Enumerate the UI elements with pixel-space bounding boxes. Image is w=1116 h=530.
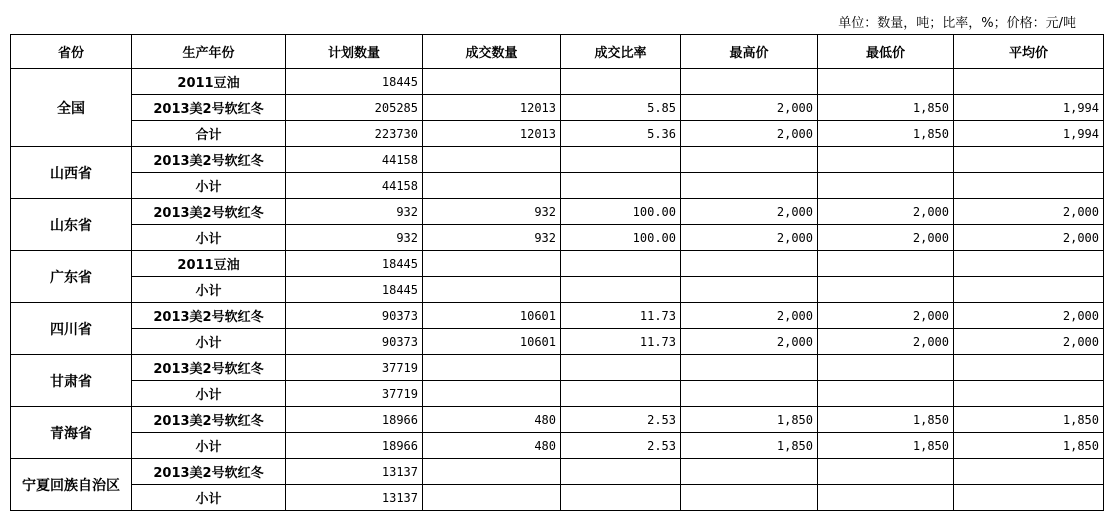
- planned-qty-cell: 13137: [286, 485, 423, 511]
- min-price-cell: [818, 69, 954, 95]
- header-year: 生产年份: [132, 35, 286, 69]
- min-price-cell: [818, 381, 954, 407]
- year-cell: 小计: [132, 381, 286, 407]
- table-row: [11, 433, 1104, 459]
- planned-qty-cell: 18966: [286, 433, 423, 459]
- traded-ratio-cell: [561, 277, 681, 303]
- province-cell: 宁夏回族自治区: [11, 459, 132, 511]
- min-price-cell: 2,000: [818, 303, 954, 329]
- max-price-cell: 1,850: [681, 433, 818, 459]
- traded-ratio-cell: 100.00: [561, 199, 681, 225]
- traded-qty-cell: [423, 355, 561, 381]
- header-province: 省份: [11, 35, 132, 69]
- year-cell: 合计: [132, 121, 286, 147]
- planned-qty-cell: 90373: [286, 329, 423, 355]
- planned-qty-cell: 932: [286, 225, 423, 251]
- planned-qty-cell: 44158: [286, 173, 423, 199]
- min-price-cell: 2,000: [818, 329, 954, 355]
- traded-ratio-cell: [561, 485, 681, 511]
- planned-qty-cell: 44158: [286, 147, 423, 173]
- traded-qty-cell: 12013: [423, 121, 561, 147]
- max-price-cell: 2,000: [681, 225, 818, 251]
- planned-qty-cell: 37719: [286, 381, 423, 407]
- auction-results-table: [10, 34, 1104, 511]
- min-price-cell: [818, 459, 954, 485]
- year-cell: 小计: [132, 485, 286, 511]
- table-row: [11, 381, 1104, 407]
- min-price-cell: [818, 485, 954, 511]
- table-row: [11, 485, 1104, 511]
- min-price-cell: 2,000: [818, 225, 954, 251]
- traded-ratio-cell: [561, 459, 681, 485]
- traded-qty-cell: [423, 251, 561, 277]
- traded-qty-cell: 10601: [423, 329, 561, 355]
- avg-price-cell: [954, 355, 1104, 381]
- traded-qty-cell: 480: [423, 433, 561, 459]
- planned-qty-cell: 90373: [286, 303, 423, 329]
- year-cell: 2013美2号软红冬: [132, 303, 286, 329]
- min-price-cell: [818, 355, 954, 381]
- min-price-cell: [818, 147, 954, 173]
- table-row: [11, 277, 1104, 303]
- avg-price-cell: 1,850: [954, 407, 1104, 433]
- planned-qty-cell: 13137: [286, 459, 423, 485]
- avg-price-cell: [954, 277, 1104, 303]
- year-cell: 2011豆油: [132, 69, 286, 95]
- max-price-cell: [681, 147, 818, 173]
- traded-qty-cell: 10601: [423, 303, 561, 329]
- header-max-price: 最高价: [681, 35, 818, 69]
- traded-ratio-cell: [561, 173, 681, 199]
- traded-qty-cell: [423, 173, 561, 199]
- planned-qty-cell: 18966: [286, 407, 423, 433]
- planned-qty-cell: 205285: [286, 95, 423, 121]
- avg-price-cell: [954, 173, 1104, 199]
- traded-ratio-cell: 2.53: [561, 407, 681, 433]
- table-row: [11, 173, 1104, 199]
- avg-price-cell: [954, 147, 1104, 173]
- avg-price-cell: 1,994: [954, 95, 1104, 121]
- max-price-cell: [681, 69, 818, 95]
- max-price-cell: [681, 173, 818, 199]
- planned-qty-cell: 18445: [286, 277, 423, 303]
- year-cell: 小计: [132, 329, 286, 355]
- avg-price-cell: [954, 69, 1104, 95]
- max-price-cell: 2,000: [681, 121, 818, 147]
- table-row: [11, 251, 1104, 277]
- traded-ratio-cell: [561, 251, 681, 277]
- year-cell: 2013美2号软红冬: [132, 407, 286, 433]
- year-cell: 2013美2号软红冬: [132, 355, 286, 381]
- planned-qty-cell: 932: [286, 199, 423, 225]
- max-price-cell: 2,000: [681, 303, 818, 329]
- traded-qty-cell: [423, 485, 561, 511]
- avg-price-cell: 2,000: [954, 199, 1104, 225]
- province-cell: 全国: [11, 69, 132, 147]
- traded-ratio-cell: 5.36: [561, 121, 681, 147]
- province-cell: 山东省: [11, 199, 132, 251]
- traded-ratio-cell: 11.73: [561, 303, 681, 329]
- traded-ratio-cell: 11.73: [561, 329, 681, 355]
- max-price-cell: [681, 277, 818, 303]
- header-traded-qty: 成交数量: [423, 35, 561, 69]
- table-row: [11, 69, 1104, 95]
- avg-price-cell: [954, 459, 1104, 485]
- year-cell: 小计: [132, 277, 286, 303]
- planned-qty-cell: 223730: [286, 121, 423, 147]
- province-cell: 广东省: [11, 251, 132, 303]
- header-min-price: 最低价: [818, 35, 954, 69]
- min-price-cell: 1,850: [818, 407, 954, 433]
- province-cell: 山西省: [11, 147, 132, 199]
- table-row: [11, 199, 1104, 225]
- max-price-cell: 1,850: [681, 407, 818, 433]
- max-price-cell: [681, 459, 818, 485]
- year-cell: 小计: [132, 173, 286, 199]
- unit-note: 单位：数量，吨；比率，%；价格：元/吨: [838, 16, 1076, 31]
- avg-price-cell: [954, 485, 1104, 511]
- year-cell: 2013美2号软红冬: [132, 199, 286, 225]
- traded-qty-cell: [423, 381, 561, 407]
- min-price-cell: 2,000: [818, 199, 954, 225]
- table-row: [11, 459, 1104, 485]
- table-row: [11, 329, 1104, 355]
- traded-ratio-cell: 5.85: [561, 95, 681, 121]
- province-cell: 四川省: [11, 303, 132, 355]
- planned-qty-cell: 37719: [286, 355, 423, 381]
- province-cell: 甘肃省: [11, 355, 132, 407]
- avg-price-cell: 1,850: [954, 433, 1104, 459]
- traded-qty-cell: [423, 147, 561, 173]
- max-price-cell: 2,000: [681, 329, 818, 355]
- min-price-cell: [818, 251, 954, 277]
- max-price-cell: [681, 381, 818, 407]
- header-planned-qty: 计划数量: [286, 35, 423, 69]
- avg-price-cell: [954, 381, 1104, 407]
- max-price-cell: [681, 251, 818, 277]
- traded-qty-cell: [423, 459, 561, 485]
- avg-price-cell: 2,000: [954, 225, 1104, 251]
- max-price-cell: [681, 485, 818, 511]
- traded-qty-cell: 932: [423, 225, 561, 251]
- table-row: [11, 355, 1104, 381]
- traded-ratio-cell: [561, 69, 681, 95]
- traded-ratio-cell: [561, 355, 681, 381]
- max-price-cell: 2,000: [681, 95, 818, 121]
- avg-price-cell: 2,000: [954, 303, 1104, 329]
- min-price-cell: 1,850: [818, 95, 954, 121]
- avg-price-cell: [954, 251, 1104, 277]
- traded-ratio-cell: 100.00: [561, 225, 681, 251]
- min-price-cell: [818, 277, 954, 303]
- traded-ratio-cell: 2.53: [561, 433, 681, 459]
- table-row: [11, 95, 1104, 121]
- year-cell: 2013美2号软红冬: [132, 147, 286, 173]
- planned-qty-cell: 18445: [286, 251, 423, 277]
- traded-qty-cell: 932: [423, 199, 561, 225]
- min-price-cell: 1,850: [818, 121, 954, 147]
- table-row: [11, 147, 1104, 173]
- table-header-row: [11, 35, 1104, 69]
- table-row: [11, 407, 1104, 433]
- year-cell: 2011豆油: [132, 251, 286, 277]
- min-price-cell: 1,850: [818, 433, 954, 459]
- max-price-cell: [681, 355, 818, 381]
- traded-qty-cell: 12013: [423, 95, 561, 121]
- year-cell: 小计: [132, 433, 286, 459]
- year-cell: 2013美2号软红冬: [132, 459, 286, 485]
- year-cell: 2013美2号软红冬: [132, 95, 286, 121]
- traded-qty-cell: 480: [423, 407, 561, 433]
- year-cell: 小计: [132, 225, 286, 251]
- traded-qty-cell: [423, 277, 561, 303]
- traded-ratio-cell: [561, 147, 681, 173]
- table-row: [11, 121, 1104, 147]
- planned-qty-cell: 18445: [286, 69, 423, 95]
- header-traded-ratio: 成交比率: [561, 35, 681, 69]
- province-cell: 青海省: [11, 407, 132, 459]
- avg-price-cell: 2,000: [954, 329, 1104, 355]
- avg-price-cell: 1,994: [954, 121, 1104, 147]
- table-row: [11, 303, 1104, 329]
- min-price-cell: [818, 173, 954, 199]
- traded-qty-cell: [423, 69, 561, 95]
- header-avg-price: 平均价: [954, 35, 1104, 69]
- max-price-cell: 2,000: [681, 199, 818, 225]
- table-row: [11, 225, 1104, 251]
- traded-ratio-cell: [561, 381, 681, 407]
